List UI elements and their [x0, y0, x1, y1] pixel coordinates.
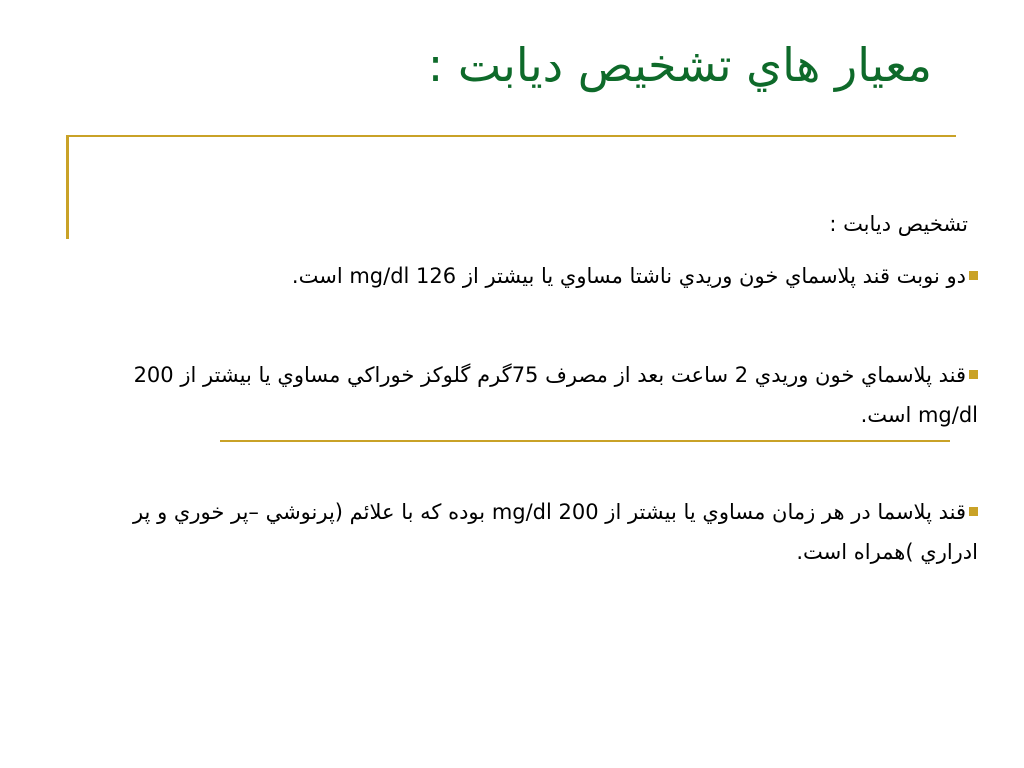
square-bullet-icon — [969, 370, 978, 379]
square-bullet-icon — [969, 507, 978, 516]
list-item — [78, 492, 978, 572]
list-item-text: دو نوبت قند پلاسماي خون وريدي ناشتا مساوي يا بيشتر از 126 mg/dl است. — [291, 264, 966, 288]
list-item — [58, 256, 978, 296]
list-item-text: قند پلاسما در هر زمان مساوي يا بيشتر از 200 mg/dl بوده كه با علائم (پرنوشي –پر خوري و پر ادراري )همراه است. — [132, 500, 978, 564]
decorative-rule-top — [68, 135, 956, 137]
list-item — [78, 355, 978, 435]
list-item-text: قند پلاسماي خون وريدي 2 ساعت بعد از مصرف 75گرم گلوكز خوراكي مساوي يا بيشتر از 200 mg/dl است. — [133, 363, 978, 427]
square-bullet-icon — [969, 271, 978, 280]
slide-title: معيار هاي تشخيص ديابت : — [427, 38, 932, 92]
subheading: تشخيص ديابت : — [829, 212, 968, 236]
decorative-rule-left — [66, 135, 69, 239]
decorative-rule-middle — [220, 440, 950, 442]
